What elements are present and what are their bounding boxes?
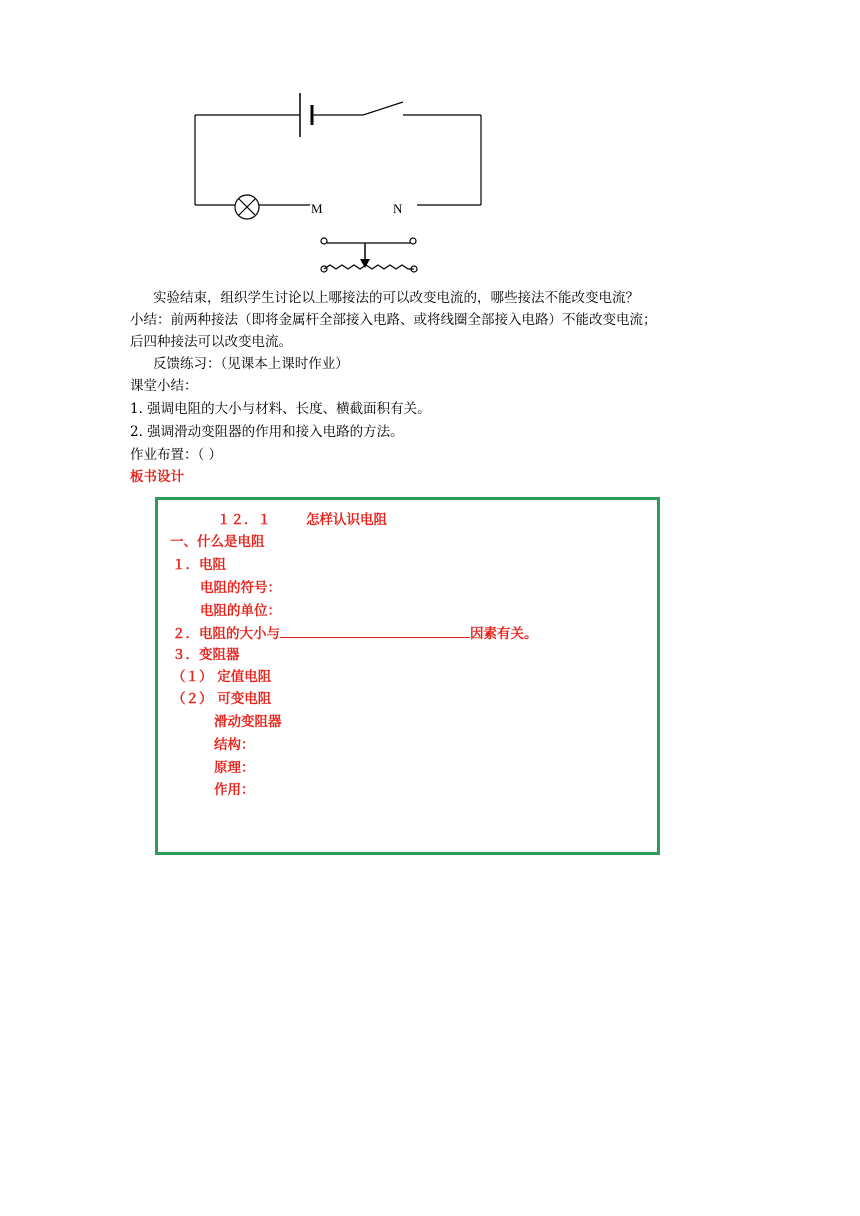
- paragraph-discussion: 实验结束，组织学生讨论以上哪接法的可以改变电流的，哪些接法不能改变电流？: [153, 290, 639, 306]
- list-item-2: 2. 强调滑动变阻器的作用和接入电路的方法。: [130, 424, 404, 440]
- paragraph-homework: 作业布置：（ ）: [130, 447, 223, 463]
- board-line-11: 原理：: [214, 760, 255, 776]
- board-line-5-suffix: 因素有关。: [470, 626, 538, 642]
- label-m: M: [311, 201, 323, 216]
- board-line-4: 电阻的单位：: [200, 603, 281, 619]
- fill-in-blank: [280, 623, 470, 638]
- paragraph-summary-2: 后四种接法可以改变电流。: [130, 334, 292, 350]
- board-line-5-prefix: ２．电阻的大小与: [172, 626, 280, 642]
- board-line-1: 一、什么是电阻: [170, 534, 265, 550]
- board-line-6: ３．变阻器: [172, 647, 240, 663]
- board-line-3: 电阻的符号：: [200, 580, 281, 596]
- board-design-heading: 板书设计: [130, 469, 184, 485]
- rheostat-coil: [324, 265, 414, 269]
- paragraph-class-summary: 课堂小结：: [130, 378, 198, 394]
- board-title: 怎样认识电阻: [306, 512, 387, 528]
- board-line-5: [172, 623, 538, 644]
- label-n: N: [393, 201, 403, 216]
- paragraph-summary-1: 小结：前两种接法（即将金属杆全部接入电路、或将线圈全部接入电路）不能改变电流；: [130, 312, 657, 328]
- board-line-7: （１） 定值电阻: [172, 669, 272, 685]
- board-line-9: 滑动变阻器: [214, 714, 282, 730]
- board-line-8: （２） 可变电阻: [172, 691, 272, 707]
- board-line-2: １．电阻: [172, 557, 226, 573]
- rheostat-terminal-left: [321, 238, 327, 244]
- circuit-diagram: [185, 85, 495, 285]
- paragraph-feedback: 反馈练习：（见课本上课时作业）: [153, 356, 349, 372]
- rheostat-terminal-right: [410, 238, 416, 244]
- board-title-number: １２．１: [217, 512, 271, 528]
- board-line-12: 作用：: [214, 782, 255, 798]
- board-design-box: [155, 497, 660, 855]
- board-line-10: 结构：: [214, 737, 255, 753]
- switch-lever: [363, 102, 403, 115]
- list-item-1: 1. 强调电阻的大小与材料、长度、横截面积有关。: [130, 401, 431, 417]
